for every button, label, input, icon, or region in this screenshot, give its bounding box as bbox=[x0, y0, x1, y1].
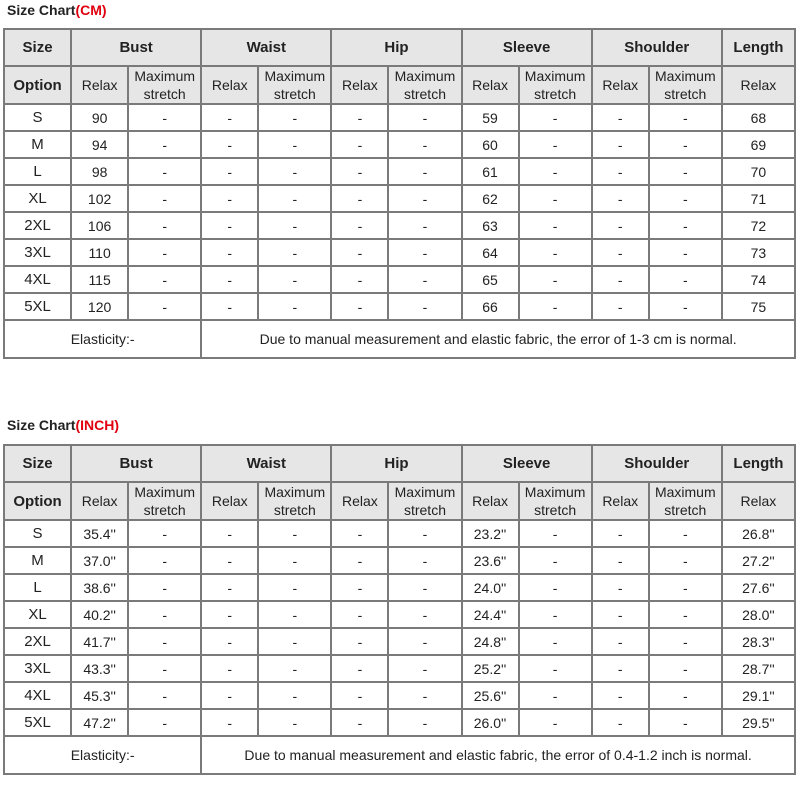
value-cell: - bbox=[258, 212, 331, 239]
value-cell: - bbox=[128, 682, 201, 709]
value-cell: - bbox=[201, 212, 258, 239]
value-cell: - bbox=[388, 601, 461, 628]
value-cell: - bbox=[649, 293, 722, 320]
value-cell: 23.2'' bbox=[462, 520, 519, 547]
value-cell: - bbox=[649, 709, 722, 736]
measure-header: Waist bbox=[201, 29, 331, 66]
size-header: Size bbox=[4, 29, 71, 66]
value-cell: - bbox=[331, 547, 388, 574]
relax-subheader: Relax bbox=[592, 482, 649, 520]
value-cell: - bbox=[649, 185, 722, 212]
value-cell: 29.5'' bbox=[722, 709, 795, 736]
value-cell: 94 bbox=[71, 131, 128, 158]
value-cell: - bbox=[201, 239, 258, 266]
max-line-1: Maximum bbox=[134, 68, 196, 84]
measure-header: Hip bbox=[331, 29, 461, 66]
value-cell: - bbox=[128, 266, 201, 293]
value-cell: - bbox=[649, 266, 722, 293]
value-cell: - bbox=[388, 239, 461, 266]
value-cell: - bbox=[258, 293, 331, 320]
measure-header: Sleeve bbox=[462, 445, 592, 482]
subheader-row bbox=[4, 66, 795, 104]
value-cell: 60 bbox=[462, 131, 519, 158]
value-cell: 29.1'' bbox=[722, 682, 795, 709]
value-cell: 24.4'' bbox=[462, 601, 519, 628]
value-cell: 41.7'' bbox=[71, 628, 128, 655]
value-cell: - bbox=[331, 709, 388, 736]
relax-subheader: Relax bbox=[722, 482, 795, 520]
value-cell: - bbox=[388, 655, 461, 682]
max-stretch-subheader bbox=[258, 66, 331, 104]
value-cell: 90 bbox=[71, 104, 128, 131]
value-cell: - bbox=[519, 709, 592, 736]
value-cell: - bbox=[258, 628, 331, 655]
value-cell: 69 bbox=[722, 131, 795, 158]
value-cell: 37.0'' bbox=[71, 547, 128, 574]
value-cell: - bbox=[592, 185, 649, 212]
max-stretch-subheader bbox=[128, 66, 201, 104]
value-cell: 63 bbox=[462, 212, 519, 239]
value-cell: - bbox=[258, 239, 331, 266]
value-cell: - bbox=[128, 239, 201, 266]
value-cell: 110 bbox=[71, 239, 128, 266]
value-cell: - bbox=[331, 682, 388, 709]
value-cell: - bbox=[649, 601, 722, 628]
max-stretch-subheader bbox=[649, 66, 722, 104]
value-cell: - bbox=[128, 158, 201, 185]
header-row bbox=[4, 29, 795, 66]
value-cell: - bbox=[592, 709, 649, 736]
value-cell: - bbox=[331, 655, 388, 682]
header-row bbox=[4, 445, 795, 482]
value-cell: 73 bbox=[722, 239, 795, 266]
value-cell: 26.0'' bbox=[462, 709, 519, 736]
value-cell: 27.2'' bbox=[722, 547, 795, 574]
value-cell: - bbox=[649, 655, 722, 682]
value-cell: - bbox=[258, 709, 331, 736]
value-cell: - bbox=[592, 131, 649, 158]
value-cell: - bbox=[388, 212, 461, 239]
value-cell: 28.0'' bbox=[722, 601, 795, 628]
value-cell: 28.7'' bbox=[722, 655, 795, 682]
max-line-2: stretch bbox=[534, 86, 577, 102]
value-cell: - bbox=[388, 158, 461, 185]
value-cell: - bbox=[201, 293, 258, 320]
value-cell: - bbox=[592, 628, 649, 655]
value-cell: - bbox=[519, 293, 592, 320]
value-cell: - bbox=[128, 212, 201, 239]
size-cell: L bbox=[4, 574, 71, 601]
value-cell: 23.6'' bbox=[462, 547, 519, 574]
value-cell: - bbox=[519, 574, 592, 601]
value-cell: - bbox=[128, 293, 201, 320]
size-chart-inch-title bbox=[7, 417, 119, 433]
value-cell: - bbox=[519, 158, 592, 185]
size-chart-inch-table bbox=[3, 444, 796, 775]
size-cell: M bbox=[4, 131, 71, 158]
relax-subheader: Relax bbox=[71, 482, 128, 520]
size-chart-cm-table bbox=[3, 28, 796, 359]
value-cell: - bbox=[201, 628, 258, 655]
max-line-1: Maximum bbox=[654, 484, 716, 500]
value-cell: - bbox=[649, 574, 722, 601]
measure-header: Waist bbox=[201, 445, 331, 482]
max-line-2: stretch bbox=[143, 502, 186, 518]
value-cell: - bbox=[519, 266, 592, 293]
note-row bbox=[4, 320, 795, 358]
relax-subheader: Relax bbox=[592, 66, 649, 104]
table-row bbox=[4, 574, 795, 601]
value-cell: - bbox=[519, 601, 592, 628]
relax-subheader: Relax bbox=[71, 66, 128, 104]
measure-header: Shoulder bbox=[592, 29, 722, 66]
value-cell: - bbox=[388, 682, 461, 709]
value-cell: - bbox=[592, 158, 649, 185]
subheader-row bbox=[4, 482, 795, 520]
value-cell: - bbox=[592, 520, 649, 547]
value-cell: 43.3'' bbox=[71, 655, 128, 682]
relax-subheader: Relax bbox=[201, 482, 258, 520]
max-line-2: stretch bbox=[143, 86, 186, 102]
table-row bbox=[4, 266, 795, 293]
max-line-1: Maximum bbox=[264, 68, 326, 84]
value-cell: 72 bbox=[722, 212, 795, 239]
value-cell: - bbox=[519, 131, 592, 158]
value-cell: - bbox=[519, 682, 592, 709]
value-cell: - bbox=[201, 185, 258, 212]
size-cell: 4XL bbox=[4, 266, 71, 293]
value-cell: - bbox=[592, 266, 649, 293]
size-cell: 5XL bbox=[4, 293, 71, 320]
value-cell: - bbox=[258, 547, 331, 574]
value-cell: - bbox=[201, 158, 258, 185]
table-row bbox=[4, 212, 795, 239]
measure-header: Hip bbox=[331, 445, 461, 482]
table-row bbox=[4, 655, 795, 682]
value-cell: - bbox=[519, 655, 592, 682]
value-cell: - bbox=[592, 212, 649, 239]
value-cell: - bbox=[201, 655, 258, 682]
elasticity-label: Elasticity:- bbox=[4, 320, 201, 358]
table-row bbox=[4, 104, 795, 131]
value-cell: 71 bbox=[722, 185, 795, 212]
max-line-1: Maximum bbox=[394, 484, 456, 500]
value-cell: - bbox=[592, 601, 649, 628]
value-cell: - bbox=[201, 104, 258, 131]
value-cell: - bbox=[388, 185, 461, 212]
max-stretch-subheader bbox=[258, 482, 331, 520]
value-cell: - bbox=[331, 293, 388, 320]
value-cell: - bbox=[128, 185, 201, 212]
value-cell: 38.6'' bbox=[71, 574, 128, 601]
max-stretch-subheader bbox=[519, 482, 592, 520]
value-cell: 75 bbox=[722, 293, 795, 320]
table-row bbox=[4, 520, 795, 547]
value-cell: - bbox=[258, 185, 331, 212]
value-cell: 27.6'' bbox=[722, 574, 795, 601]
relax-subheader: Relax bbox=[331, 482, 388, 520]
value-cell: - bbox=[331, 520, 388, 547]
value-cell: - bbox=[592, 547, 649, 574]
table-row bbox=[4, 131, 795, 158]
value-cell: - bbox=[128, 574, 201, 601]
value-cell: 102 bbox=[71, 185, 128, 212]
max-stretch-subheader bbox=[128, 482, 201, 520]
value-cell: - bbox=[128, 547, 201, 574]
value-cell: - bbox=[128, 601, 201, 628]
max-line-1: Maximum bbox=[134, 484, 196, 500]
value-cell: - bbox=[258, 574, 331, 601]
value-cell: 106 bbox=[71, 212, 128, 239]
size-cell: 2XL bbox=[4, 628, 71, 655]
value-cell: 66 bbox=[462, 293, 519, 320]
value-cell: 47.2'' bbox=[71, 709, 128, 736]
value-cell: - bbox=[201, 574, 258, 601]
value-cell: - bbox=[519, 547, 592, 574]
table-row bbox=[4, 239, 795, 266]
max-line-1: Maximum bbox=[394, 68, 456, 84]
max-line-2: stretch bbox=[534, 502, 577, 518]
value-cell: - bbox=[258, 104, 331, 131]
value-cell: - bbox=[331, 185, 388, 212]
option-header: Option bbox=[4, 66, 71, 104]
max-line-1: Maximum bbox=[654, 68, 716, 84]
value-cell: - bbox=[592, 682, 649, 709]
measure-header: Bust bbox=[71, 445, 201, 482]
value-cell: - bbox=[592, 574, 649, 601]
value-cell: - bbox=[331, 574, 388, 601]
size-header: Size bbox=[4, 445, 71, 482]
value-cell: 45.3'' bbox=[71, 682, 128, 709]
size-cell: M bbox=[4, 547, 71, 574]
value-cell: - bbox=[201, 266, 258, 293]
size-cell: S bbox=[4, 104, 71, 131]
value-cell: 28.3'' bbox=[722, 628, 795, 655]
value-cell: - bbox=[331, 212, 388, 239]
size-cell: 3XL bbox=[4, 239, 71, 266]
value-cell: - bbox=[592, 655, 649, 682]
max-line-2: stretch bbox=[664, 502, 707, 518]
relax-subheader: Relax bbox=[722, 66, 795, 104]
max-line-2: stretch bbox=[403, 86, 446, 102]
value-cell: - bbox=[388, 293, 461, 320]
value-cell: - bbox=[388, 709, 461, 736]
value-cell: 64 bbox=[462, 239, 519, 266]
value-cell: - bbox=[519, 628, 592, 655]
value-cell: - bbox=[649, 104, 722, 131]
value-cell: - bbox=[388, 520, 461, 547]
value-cell: - bbox=[258, 655, 331, 682]
value-cell: - bbox=[592, 293, 649, 320]
size-cell: XL bbox=[4, 185, 71, 212]
relax-subheader: Relax bbox=[462, 66, 519, 104]
value-cell: 70 bbox=[722, 158, 795, 185]
value-cell: 59 bbox=[462, 104, 519, 131]
value-cell: - bbox=[258, 266, 331, 293]
elasticity-label: Elasticity:- bbox=[4, 736, 201, 774]
value-cell: - bbox=[201, 547, 258, 574]
value-cell: - bbox=[201, 709, 258, 736]
max-line-2: stretch bbox=[273, 86, 316, 102]
value-cell: - bbox=[519, 239, 592, 266]
table-row bbox=[4, 293, 795, 320]
max-line-1: Maximum bbox=[524, 68, 586, 84]
value-cell: - bbox=[128, 709, 201, 736]
value-cell: - bbox=[331, 158, 388, 185]
note-row bbox=[4, 736, 795, 774]
value-cell: - bbox=[258, 131, 331, 158]
value-cell: 74 bbox=[722, 266, 795, 293]
table-row bbox=[4, 547, 795, 574]
value-cell: - bbox=[388, 104, 461, 131]
value-cell: - bbox=[128, 520, 201, 547]
title-unit: (INCH) bbox=[75, 417, 120, 433]
value-cell: - bbox=[388, 574, 461, 601]
measurement-note: Due to manual measurement and elastic fabric, the error of 1-3 cm is normal. bbox=[201, 320, 795, 358]
max-line-1: Maximum bbox=[524, 484, 586, 500]
value-cell: - bbox=[331, 239, 388, 266]
size-chart-cm-title bbox=[7, 2, 107, 18]
value-cell: - bbox=[201, 520, 258, 547]
table-row bbox=[4, 601, 795, 628]
max-line-2: stretch bbox=[664, 86, 707, 102]
value-cell: - bbox=[592, 104, 649, 131]
max-line-2: stretch bbox=[403, 502, 446, 518]
table-row bbox=[4, 709, 795, 736]
relax-subheader: Relax bbox=[201, 66, 258, 104]
value-cell: - bbox=[128, 628, 201, 655]
value-cell: 24.0'' bbox=[462, 574, 519, 601]
value-cell: - bbox=[519, 185, 592, 212]
value-cell: - bbox=[649, 520, 722, 547]
value-cell: - bbox=[128, 131, 201, 158]
measure-header: Shoulder bbox=[592, 445, 722, 482]
value-cell: - bbox=[201, 131, 258, 158]
value-cell: - bbox=[258, 601, 331, 628]
value-cell: 120 bbox=[71, 293, 128, 320]
value-cell: - bbox=[331, 131, 388, 158]
measure-header: Sleeve bbox=[462, 29, 592, 66]
max-stretch-subheader bbox=[519, 66, 592, 104]
value-cell: 35.4'' bbox=[71, 520, 128, 547]
value-cell: - bbox=[258, 520, 331, 547]
max-stretch-subheader bbox=[388, 66, 461, 104]
value-cell: - bbox=[388, 266, 461, 293]
value-cell: - bbox=[128, 104, 201, 131]
max-line-2: stretch bbox=[273, 502, 316, 518]
option-header: Option bbox=[4, 482, 71, 520]
relax-subheader: Relax bbox=[331, 66, 388, 104]
value-cell: - bbox=[519, 212, 592, 239]
size-cell: 4XL bbox=[4, 682, 71, 709]
value-cell: - bbox=[388, 547, 461, 574]
size-cell: XL bbox=[4, 601, 71, 628]
value-cell: - bbox=[128, 655, 201, 682]
value-cell: 25.2'' bbox=[462, 655, 519, 682]
max-stretch-subheader bbox=[388, 482, 461, 520]
value-cell: - bbox=[201, 682, 258, 709]
measurement-note: Due to manual measurement and elastic fabric, the error of 0.4-1.2 inch is normal. bbox=[201, 736, 795, 774]
size-cell: L bbox=[4, 158, 71, 185]
value-cell: - bbox=[331, 628, 388, 655]
value-cell: - bbox=[649, 158, 722, 185]
value-cell: - bbox=[649, 547, 722, 574]
max-stretch-subheader bbox=[649, 482, 722, 520]
value-cell: 61 bbox=[462, 158, 519, 185]
value-cell: - bbox=[649, 212, 722, 239]
size-cell: 5XL bbox=[4, 709, 71, 736]
value-cell: - bbox=[592, 239, 649, 266]
title-text: Size Chart bbox=[7, 417, 76, 433]
table-row bbox=[4, 158, 795, 185]
relax-subheader: Relax bbox=[462, 482, 519, 520]
value-cell: 40.2'' bbox=[71, 601, 128, 628]
value-cell: - bbox=[649, 628, 722, 655]
size-cell: 2XL bbox=[4, 212, 71, 239]
value-cell: 65 bbox=[462, 266, 519, 293]
max-line-1: Maximum bbox=[264, 484, 326, 500]
value-cell: 25.6'' bbox=[462, 682, 519, 709]
value-cell: - bbox=[388, 131, 461, 158]
title-unit: (CM) bbox=[75, 2, 107, 18]
value-cell: 68 bbox=[722, 104, 795, 131]
title-text: Size Chart bbox=[7, 2, 76, 18]
value-cell: - bbox=[649, 131, 722, 158]
value-cell: - bbox=[258, 158, 331, 185]
value-cell: - bbox=[331, 266, 388, 293]
value-cell: - bbox=[519, 520, 592, 547]
value-cell: 24.8'' bbox=[462, 628, 519, 655]
measure-header: Length bbox=[722, 445, 795, 482]
value-cell: - bbox=[331, 601, 388, 628]
value-cell: 62 bbox=[462, 185, 519, 212]
value-cell: - bbox=[649, 682, 722, 709]
table-row bbox=[4, 682, 795, 709]
table-row bbox=[4, 628, 795, 655]
measure-header: Length bbox=[722, 29, 795, 66]
value-cell: - bbox=[649, 239, 722, 266]
value-cell: - bbox=[519, 104, 592, 131]
value-cell: 26.8'' bbox=[722, 520, 795, 547]
value-cell: - bbox=[331, 104, 388, 131]
value-cell: - bbox=[201, 601, 258, 628]
table-row bbox=[4, 185, 795, 212]
size-cell: S bbox=[4, 520, 71, 547]
value-cell: 115 bbox=[71, 266, 128, 293]
value-cell: 98 bbox=[71, 158, 128, 185]
size-cell: 3XL bbox=[4, 655, 71, 682]
value-cell: - bbox=[258, 682, 331, 709]
value-cell: - bbox=[388, 628, 461, 655]
measure-header: Bust bbox=[71, 29, 201, 66]
